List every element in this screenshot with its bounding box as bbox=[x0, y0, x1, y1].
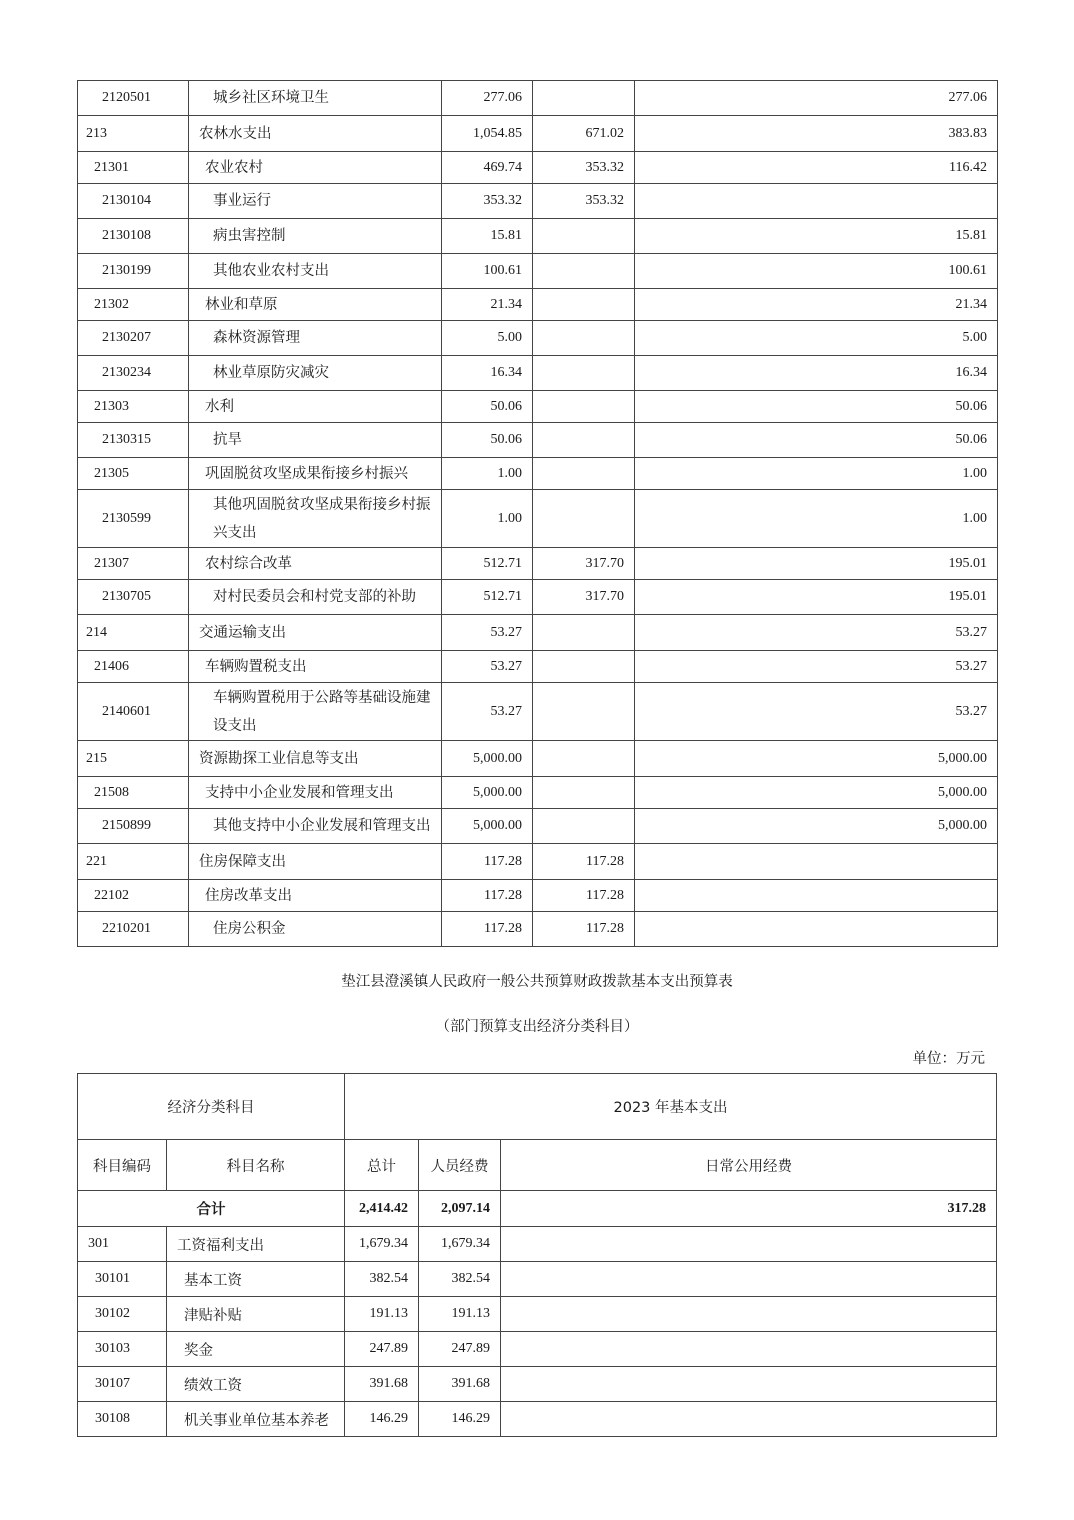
row-total: 391.68 bbox=[345, 1367, 419, 1402]
row-project: 50.06 bbox=[635, 391, 998, 423]
header-public: 日常公用经费 bbox=[501, 1140, 997, 1191]
total-personnel: 2,097.14 bbox=[419, 1191, 501, 1227]
row-project: 15.81 bbox=[635, 219, 998, 254]
row-total: 53.27 bbox=[442, 651, 533, 683]
table-row bbox=[78, 1227, 997, 1262]
row-name: 其他农业农村支出 bbox=[189, 254, 442, 289]
row-total: 15.81 bbox=[442, 219, 533, 254]
row-personnel: 146.29 bbox=[419, 1402, 501, 1437]
basic-expenditure-table-body bbox=[78, 1074, 997, 1437]
row-total: 117.28 bbox=[442, 912, 533, 947]
row-code: 2130315 bbox=[78, 423, 189, 458]
table-row bbox=[78, 741, 998, 777]
row-basic bbox=[533, 651, 635, 683]
row-project: 5,000.00 bbox=[635, 741, 998, 777]
row-code: 22102 bbox=[78, 880, 189, 912]
table-row bbox=[78, 1332, 997, 1367]
row-total: 353.32 bbox=[442, 184, 533, 219]
row-code: 2150899 bbox=[78, 809, 189, 844]
row-total: 21.34 bbox=[442, 289, 533, 321]
row-basic: 353.32 bbox=[533, 152, 635, 184]
row-public bbox=[501, 1297, 997, 1332]
row-name: 车辆购置税支出 bbox=[189, 651, 442, 683]
row-name: 对村民委员会和村党支部的补助 bbox=[189, 580, 442, 615]
table-total-row bbox=[78, 1191, 997, 1227]
row-project: 16.34 bbox=[635, 356, 998, 391]
row-total: 512.71 bbox=[442, 548, 533, 580]
row-basic bbox=[533, 321, 635, 356]
row-name: 住房保障支出 bbox=[189, 844, 442, 880]
table-row bbox=[78, 912, 998, 947]
row-name: 农林水支出 bbox=[189, 116, 442, 152]
unit-label: 单位：万元 bbox=[912, 1051, 985, 1067]
row-name: 巩固脱贫攻坚成果衔接乡村振兴 bbox=[189, 458, 442, 490]
row-basic bbox=[533, 356, 635, 391]
row-basic bbox=[533, 391, 635, 423]
row-project: 277.06 bbox=[635, 81, 998, 116]
row-total: 1.00 bbox=[442, 490, 533, 548]
row-code: 215 bbox=[78, 741, 189, 777]
row-basic bbox=[533, 254, 635, 289]
row-total: 512.71 bbox=[442, 580, 533, 615]
row-total: 191.13 bbox=[345, 1297, 419, 1332]
row-basic: 117.28 bbox=[533, 880, 635, 912]
row-name: 津贴补贴 bbox=[167, 1297, 345, 1332]
row-project: 5,000.00 bbox=[635, 777, 998, 809]
row-name: 支持中小企业发展和管理支出 bbox=[189, 777, 442, 809]
row-name: 水利 bbox=[189, 391, 442, 423]
row-name: 抗旱 bbox=[189, 423, 442, 458]
row-project: 5.00 bbox=[635, 321, 998, 356]
table-row bbox=[78, 1297, 997, 1332]
table-row bbox=[78, 548, 998, 580]
row-code: 30108 bbox=[78, 1402, 167, 1437]
basic-expenditure-table bbox=[77, 1073, 997, 1437]
row-personnel: 191.13 bbox=[419, 1297, 501, 1332]
row-code: 2130234 bbox=[78, 356, 189, 391]
table-row bbox=[78, 844, 998, 880]
row-personnel: 391.68 bbox=[419, 1367, 501, 1402]
row-code: 2140601 bbox=[78, 683, 189, 741]
row-name: 住房改革支出 bbox=[189, 880, 442, 912]
row-project bbox=[635, 184, 998, 219]
row-total: 117.28 bbox=[442, 844, 533, 880]
table-row bbox=[78, 490, 998, 548]
row-name: 林业和草原 bbox=[189, 289, 442, 321]
table-row bbox=[78, 81, 998, 116]
row-project bbox=[635, 912, 998, 947]
row-name: 事业运行 bbox=[189, 184, 442, 219]
row-name: 资源勘探工业信息等支出 bbox=[189, 741, 442, 777]
row-code: 30103 bbox=[78, 1332, 167, 1367]
row-project: 1.00 bbox=[635, 458, 998, 490]
row-code: 214 bbox=[78, 615, 189, 651]
table-header-row-group bbox=[78, 1074, 997, 1140]
row-public bbox=[501, 1402, 997, 1437]
table-row bbox=[78, 651, 998, 683]
row-project: 195.01 bbox=[635, 580, 998, 615]
row-total: 277.06 bbox=[442, 81, 533, 116]
row-name: 其他巩固脱贫攻坚成果衔接乡村振兴支出 bbox=[189, 490, 442, 548]
row-name: 车辆购置税用于公路等基础设施建设支出 bbox=[189, 683, 442, 741]
section-subtitle: （部门预算支出经济分类科目） bbox=[435, 1019, 639, 1035]
row-public bbox=[501, 1262, 997, 1297]
row-project bbox=[635, 880, 998, 912]
table-row bbox=[78, 809, 998, 844]
table-row bbox=[78, 615, 998, 651]
row-name: 住房公积金 bbox=[189, 912, 442, 947]
row-project: 116.42 bbox=[635, 152, 998, 184]
table-row bbox=[78, 683, 998, 741]
row-project bbox=[635, 844, 998, 880]
row-code: 221 bbox=[78, 844, 189, 880]
table-row bbox=[78, 321, 998, 356]
expenditure-function-table-body bbox=[78, 81, 998, 947]
row-basic: 317.70 bbox=[533, 580, 635, 615]
row-basic bbox=[533, 615, 635, 651]
row-total: 1,679.34 bbox=[345, 1227, 419, 1262]
row-project: 21.34 bbox=[635, 289, 998, 321]
row-name: 城乡社区环境卫生 bbox=[189, 81, 442, 116]
row-basic: 117.28 bbox=[533, 844, 635, 880]
table-row bbox=[78, 116, 998, 152]
table-row bbox=[78, 777, 998, 809]
row-code: 301 bbox=[78, 1227, 167, 1262]
row-basic: 353.32 bbox=[533, 184, 635, 219]
table-row bbox=[78, 184, 998, 219]
row-name: 其他支持中小企业发展和管理支出 bbox=[189, 809, 442, 844]
row-name: 交通运输支出 bbox=[189, 615, 442, 651]
row-name: 森林资源管理 bbox=[189, 321, 442, 356]
row-project: 53.27 bbox=[635, 651, 998, 683]
table-row bbox=[78, 458, 998, 490]
row-basic: 317.70 bbox=[533, 548, 635, 580]
row-code: 21302 bbox=[78, 289, 189, 321]
row-total: 5,000.00 bbox=[442, 777, 533, 809]
row-public bbox=[501, 1367, 997, 1402]
row-total: 50.06 bbox=[442, 423, 533, 458]
row-basic bbox=[533, 490, 635, 548]
row-personnel: 1,679.34 bbox=[419, 1227, 501, 1262]
row-basic: 671.02 bbox=[533, 116, 635, 152]
row-code: 2210201 bbox=[78, 912, 189, 947]
row-code: 21301 bbox=[78, 152, 189, 184]
row-code: 30102 bbox=[78, 1297, 167, 1332]
row-name: 基本工资 bbox=[167, 1262, 345, 1297]
row-project: 53.27 bbox=[635, 683, 998, 741]
table-row bbox=[78, 580, 998, 615]
row-total: 469.74 bbox=[442, 152, 533, 184]
row-code: 21508 bbox=[78, 777, 189, 809]
row-total: 1,054.85 bbox=[442, 116, 533, 152]
table-row bbox=[78, 1367, 997, 1402]
row-total: 53.27 bbox=[442, 615, 533, 651]
row-total: 100.61 bbox=[442, 254, 533, 289]
row-project: 50.06 bbox=[635, 423, 998, 458]
row-basic: 117.28 bbox=[533, 912, 635, 947]
table-row bbox=[78, 423, 998, 458]
row-total: 5,000.00 bbox=[442, 741, 533, 777]
row-basic bbox=[533, 683, 635, 741]
row-name: 农村综合改革 bbox=[189, 548, 442, 580]
row-project: 1.00 bbox=[635, 490, 998, 548]
total-label: 合计 bbox=[78, 1191, 345, 1227]
row-total: 5,000.00 bbox=[442, 809, 533, 844]
table-row bbox=[78, 391, 998, 423]
row-name: 病虫害控制 bbox=[189, 219, 442, 254]
row-basic bbox=[533, 423, 635, 458]
table-row bbox=[78, 1262, 997, 1297]
row-code: 2130207 bbox=[78, 321, 189, 356]
row-basic bbox=[533, 777, 635, 809]
header-econ-classification: 经济分类科目 bbox=[78, 1074, 345, 1140]
row-code: 2130599 bbox=[78, 490, 189, 548]
header-personnel: 人员经费 bbox=[419, 1140, 501, 1191]
row-code: 2120501 bbox=[78, 81, 189, 116]
header-code: 科目编码 bbox=[78, 1140, 167, 1191]
row-project: 53.27 bbox=[635, 615, 998, 651]
table-row bbox=[78, 880, 998, 912]
row-code: 2130705 bbox=[78, 580, 189, 615]
header-basic-expenditure-year: 2023 年基本支出 bbox=[345, 1074, 997, 1140]
row-project: 100.61 bbox=[635, 254, 998, 289]
row-total: 247.89 bbox=[345, 1332, 419, 1367]
table-header-row-columns bbox=[78, 1140, 997, 1191]
row-total: 146.29 bbox=[345, 1402, 419, 1437]
row-code: 30101 bbox=[78, 1262, 167, 1297]
header-name: 科目名称 bbox=[167, 1140, 345, 1191]
row-project: 383.83 bbox=[635, 116, 998, 152]
row-code: 2130108 bbox=[78, 219, 189, 254]
row-basic bbox=[533, 289, 635, 321]
row-basic bbox=[533, 219, 635, 254]
row-code: 213 bbox=[78, 116, 189, 152]
row-code: 21303 bbox=[78, 391, 189, 423]
row-name: 绩效工资 bbox=[167, 1367, 345, 1402]
table-row bbox=[78, 289, 998, 321]
row-total: 382.54 bbox=[345, 1262, 419, 1297]
table-row bbox=[78, 219, 998, 254]
row-code: 2130199 bbox=[78, 254, 189, 289]
row-name: 工资福利支出 bbox=[167, 1227, 345, 1262]
row-public bbox=[501, 1227, 997, 1262]
row-total: 16.34 bbox=[442, 356, 533, 391]
row-name: 林业草原防灾减灾 bbox=[189, 356, 442, 391]
row-personnel: 382.54 bbox=[419, 1262, 501, 1297]
row-basic bbox=[533, 741, 635, 777]
row-code: 21305 bbox=[78, 458, 189, 490]
row-personnel: 247.89 bbox=[419, 1332, 501, 1367]
row-code: 30107 bbox=[78, 1367, 167, 1402]
row-total: 5.00 bbox=[442, 321, 533, 356]
row-total: 117.28 bbox=[442, 880, 533, 912]
row-public bbox=[501, 1332, 997, 1367]
table-row bbox=[78, 152, 998, 184]
row-basic bbox=[533, 81, 635, 116]
row-project: 5,000.00 bbox=[635, 809, 998, 844]
row-name: 机关事业单位基本养老 bbox=[167, 1402, 345, 1437]
row-code: 2130104 bbox=[78, 184, 189, 219]
header-total: 总计 bbox=[345, 1140, 419, 1191]
row-name: 农业农村 bbox=[189, 152, 442, 184]
row-basic bbox=[533, 809, 635, 844]
expenditure-function-table bbox=[77, 80, 998, 947]
table-row bbox=[78, 254, 998, 289]
row-total: 1.00 bbox=[442, 458, 533, 490]
row-total: 50.06 bbox=[442, 391, 533, 423]
row-project: 195.01 bbox=[635, 548, 998, 580]
row-code: 21406 bbox=[78, 651, 189, 683]
table-row bbox=[78, 356, 998, 391]
row-total: 53.27 bbox=[442, 683, 533, 741]
table-row bbox=[78, 1402, 997, 1437]
row-name: 奖金 bbox=[167, 1332, 345, 1367]
row-code: 21307 bbox=[78, 548, 189, 580]
total-public: 317.28 bbox=[501, 1191, 997, 1227]
section-title: 垫江县澄溪镇人民政府一般公共预算财政拨款基本支出预算表 bbox=[341, 974, 733, 990]
total-value: 2,414.42 bbox=[345, 1191, 419, 1227]
row-basic bbox=[533, 458, 635, 490]
